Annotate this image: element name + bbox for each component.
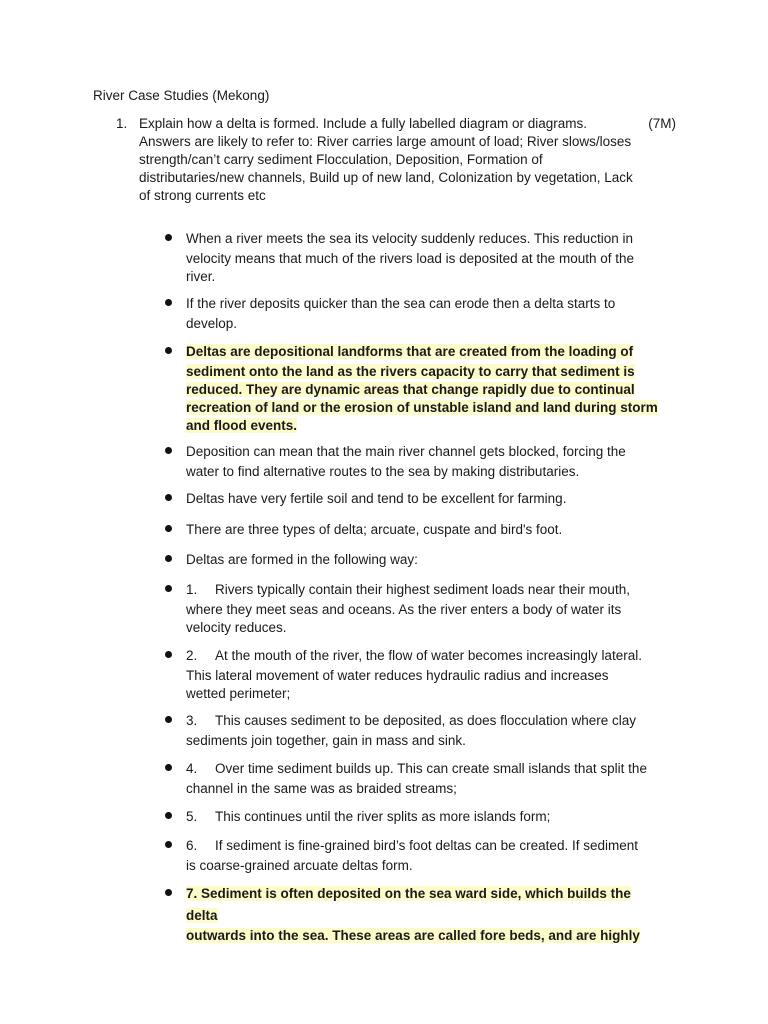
bullet-text: Deltas have very fertile soil and tend to be excellent for farming. (186, 491, 567, 506)
bullet-item (160, 549, 660, 571)
bullet-dot-icon (165, 651, 172, 658)
bullet-dot-icon (165, 585, 172, 592)
bullet-text: outwards into the sea. These areas are called fore beds, and are highly (186, 928, 640, 943)
bullet-item-numbered (160, 710, 660, 750)
bullet-dot-icon (165, 841, 172, 848)
bullet-text: sediments join together, gain in mass and sink. (186, 733, 466, 748)
bullet-text: where they meet seas and oceans. As the river enters a body of water its (186, 602, 622, 617)
question-guidance-line: Answers are likely to refer to: River carries large amount of load; River slows/loses (139, 134, 632, 149)
bullet-dot-icon (165, 716, 172, 723)
bullet-dot-icon (165, 764, 172, 771)
bullet-item (160, 488, 660, 510)
bullet-item (160, 228, 660, 286)
bullet-text: wetted perimeter; (186, 686, 291, 701)
bullet-text: Deltas are depositional landforms that are created from the loading of (186, 344, 634, 359)
step-number: 1. (186, 582, 198, 597)
bullet-text: At the mouth of the river, the flow of water becomes increasingly lateral. (215, 648, 642, 663)
bullet-text: This continues until the river splits as more islands form; (215, 809, 551, 824)
bullet-dot-icon (165, 234, 172, 241)
bullet-text: velocity reduces. (186, 620, 287, 635)
step-number: 3. (186, 713, 198, 728)
bullet-item-numbered (160, 758, 660, 798)
bullet-text: If sediment is fine-grained bird’s foot deltas can be created. If sediment (215, 838, 638, 853)
bullet-item (160, 293, 660, 333)
bullet-item (160, 519, 660, 541)
question-guidance-line: distributaries/new channels, Build up of new land, Colonization by vegetation, Lack (139, 170, 633, 185)
bullet-text: 7. Sediment is often deposited on the sea ward side, which builds the delta (186, 886, 631, 923)
question-number: 1. (116, 116, 128, 131)
bullet-text: velocity means that much of the rivers load is deposited at the mouth of the (186, 251, 634, 266)
bullet-text: When a river meets the sea its velocity suddenly reduces. This reduction in (186, 231, 633, 246)
question-marks: (7M) (648, 116, 676, 131)
bullet-text: Over time sediment builds up. This can create small islands that split the (215, 761, 647, 776)
bullet-dot-icon (165, 889, 172, 896)
bullet-text: channel in the same was as braided streams; (186, 781, 457, 796)
bullet-text: There are three types of delta; arcuate, cuspate and bird's foot. (186, 522, 563, 537)
bullet-item (160, 441, 660, 481)
bullet-text: river. (186, 269, 216, 284)
bullet-text: reduced. They are dynamic areas that change rapidly due to continual (186, 382, 635, 397)
question-first-line (139, 115, 676, 133)
step-number: 4. (186, 761, 198, 776)
bullet-dot-icon (165, 494, 172, 501)
question-guidance-line: of strong currents etc (139, 188, 266, 203)
bullet-text: If the river deposits quicker than the sea can erode then a delta starts to (186, 296, 616, 311)
bullet-text: This lateral movement of water reduces hydraulic radius and increases (186, 668, 609, 683)
bullet-text: water to find alternative routes to the sea by making distributaries. (186, 464, 580, 479)
bullet-dot-icon (165, 812, 172, 819)
bullet-item-highlighted (160, 341, 660, 435)
step-number: 6. (186, 838, 198, 853)
step-number: 2. (186, 648, 198, 663)
bullet-item-numbered (160, 835, 660, 875)
bullet-item-highlighted (160, 883, 660, 945)
question-prompt: Explain how a delta is formed. Include a fully labelled diagram or diagrams. (139, 116, 587, 131)
bullet-text: develop. (186, 316, 238, 331)
question-guidance-line: strength/can’t carry sediment Flocculation, Deposition, Formation of (139, 152, 543, 167)
bullet-text: Deposition can mean that the main river channel gets blocked, forcing the (186, 444, 626, 459)
bullet-text: This causes sediment to be deposited, as does flocculation where clay (215, 713, 636, 728)
bullet-text: recreation of land or the erosion of unstable island and land during storm (186, 400, 658, 415)
bullet-text: sediment onto the land as the rivers capacity to carry that sediment is (186, 364, 635, 379)
bullet-text: and flood events. (186, 418, 298, 433)
bullet-dot-icon (165, 525, 172, 532)
bullet-text: Deltas are formed in the following way: (186, 552, 418, 567)
bullet-item-numbered (160, 806, 660, 828)
bullet-dot-icon (165, 447, 172, 454)
bullet-dot-icon (165, 299, 172, 306)
bullet-text: Rivers typically contain their highest sediment loads near their mouth, (215, 582, 630, 597)
bullet-item-numbered (160, 579, 660, 637)
question-text-block (139, 115, 676, 205)
bullet-dot-icon (165, 555, 172, 562)
bullet-item-numbered (160, 645, 660, 703)
step-number: 5. (186, 809, 198, 824)
question-1 (116, 115, 676, 205)
bullet-text: is coarse-grained arcuate deltas form. (186, 858, 413, 873)
bullet-dot-icon (165, 347, 172, 354)
document-title: River Case Studies (Mekong) (93, 88, 270, 103)
